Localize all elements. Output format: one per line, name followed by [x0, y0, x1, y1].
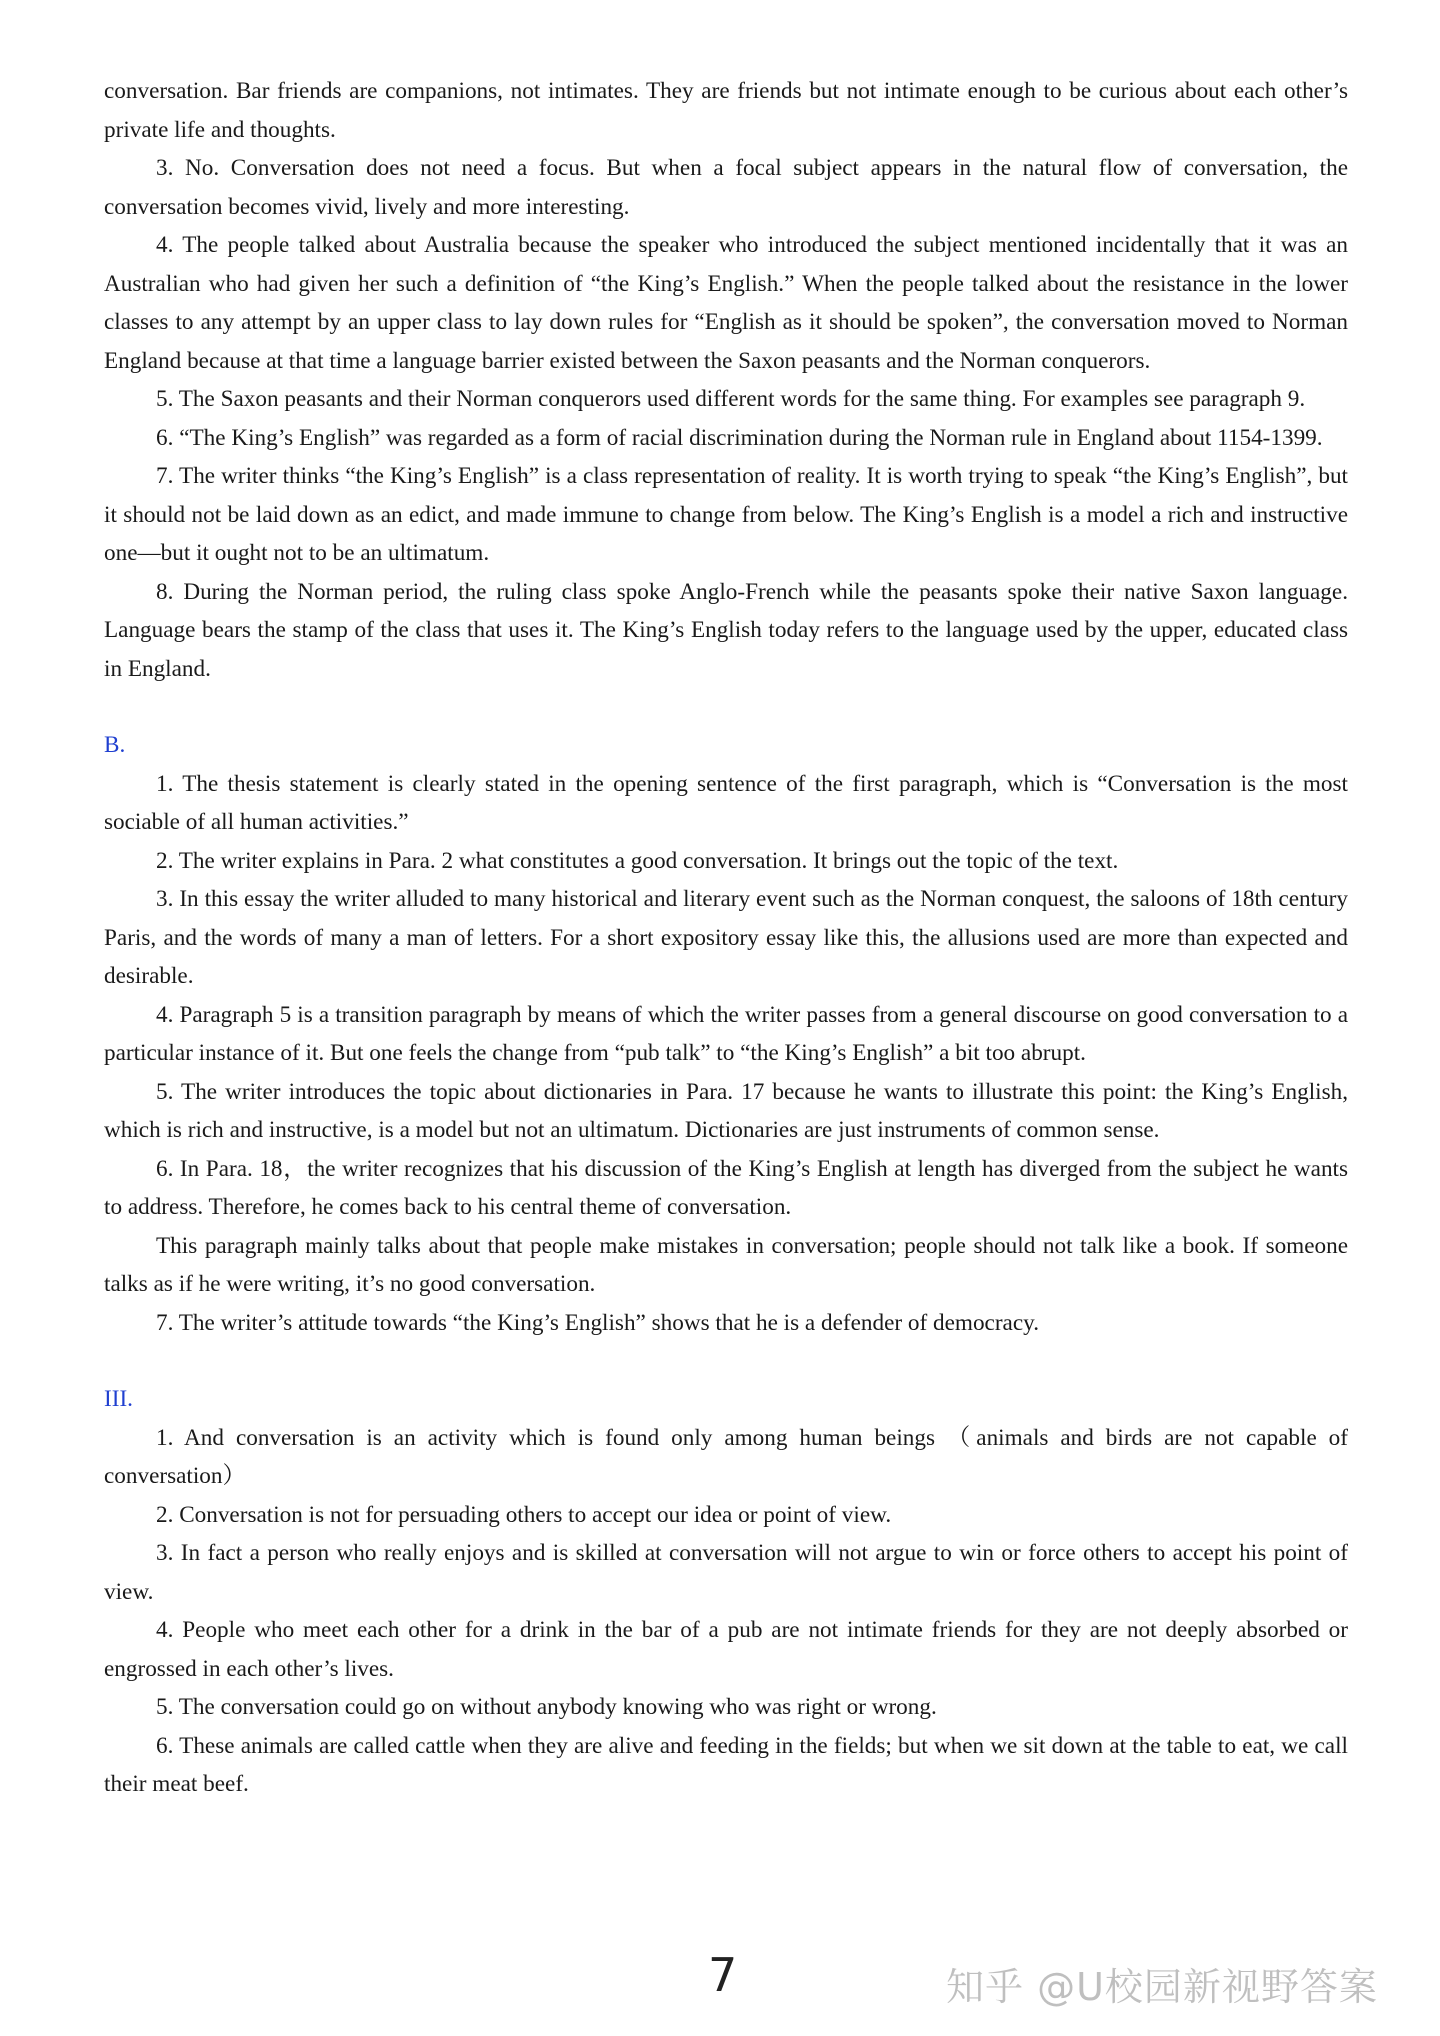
answer-item: 7. The writer’s attitude towards “the King’s English” shows that he is a defender of democracy.	[156, 1309, 1040, 1336]
section-heading-iii: III.	[104, 1386, 133, 1412]
answer-item: 4. Paragraph 5 is a transition paragraph by means of which the writer passes from a general discourse on good conversation to a particular instance of it. But one feels the change from “pub talk” to “the King’s English” a bit too abrupt.	[104, 1001, 1348, 1066]
answer-item: This paragraph mainly talks about that people make mistakes in conversation; people should not talk like a book. If someone talks as if he were writing, it’s no good conversation.	[104, 1232, 1348, 1297]
answer-item: 8. During the Norman period, the ruling class spoke Anglo-French while the peasants spoke their native Saxon language. Language bears the stamp of the class that uses it. The King’s English today refers to the language used by the upper, educated class in England.	[104, 578, 1348, 682]
answer-item: 2. The writer explains in Para. 2 what constitutes a good conversation. It brings out the topic of the text.	[156, 847, 1119, 874]
section-heading-b: B.	[104, 732, 126, 758]
answer-item: 4. People who meet each other for a drink in the bar of a pub are not intimate friends for they are not deeply absorbed or engrossed in each other’s lives.	[104, 1617, 1348, 1682]
answer-item: 5. The conversation could go on without anybody knowing who was right or wrong.	[156, 1694, 937, 1720]
answer-item: 6. These animals are called cattle when they are alive and feeding in the fields; but when we sit down at the table to eat, we call their meat beef.	[104, 1732, 1348, 1797]
answer-item: 2. Conversation is not for persuading others to accept our idea or point of view.	[156, 1501, 892, 1528]
answer-item: 4. The people talked about Australia because the speaker who introduced the subject mentioned incidentally that it was an Australian who had given her such a definition of “the King’s English.” When the people talked about the resistance in the lower classes to any attempt by an upper class to lay down rules for “English as it should be spoken”, the conversation moved to Norman England because at that time a language barrier existed between the Saxon peasants and the Norman conquerors.	[104, 232, 1348, 374]
page-number: 7	[708, 1948, 738, 2002]
answer-item: 6. In Para. 18，the writer recognizes that his discussion of the King’s English at length has diverged from the subject he wants to address. Therefore, he comes back to his central theme of conversation.	[104, 1155, 1348, 1220]
document-body	[104, 72, 1348, 1804]
paragraph: conversation. Bar friends are companions, not intimates. They are friends but not intimate enough to be curious about each other’s private life and thoughts.	[104, 78, 1348, 143]
answer-item: 3. No. Conversation does not need a focus. But when a focal subject appears in the natural flow of conversation, the conversation becomes vivid, lively and more interesting.	[104, 155, 1348, 220]
watermark: 知乎 @U校园新视野答案	[946, 1965, 1378, 2009]
answer-item: 6. “The King’s English” was regarded as a form of racial discrimination during the Norman rule in England about 1154-1399.	[156, 424, 1323, 451]
answer-item: 3. In this essay the writer alluded to many historical and literary event such as the Norman conquest, the saloons of 18th century Paris, and the words of many a man of letters. For a short expository essay like this, the allusions used are more than expected and desirable.	[104, 886, 1348, 989]
answer-item: 5. The Saxon peasants and their Norman conquerors used different words for the same thing. For examples see paragraph 9.	[156, 386, 1306, 412]
answer-item: 1. And conversation is an activity which is found only among human beings （animals and birds are not capable of conversation）	[104, 1424, 1348, 1489]
answer-item: 3. In fact a person who really enjoys and is skilled at conversation will not argue to win or force others to accept his point of view.	[104, 1540, 1348, 1605]
answer-item: 7. The writer thinks “the King’s English” is a class representation of reality. It is worth trying to speak “the King’s English”, but it should not be laid down as an edict, and made immune to change from below. The King’s English is a model a rich and instructive one—but it ought not to be an ultimatum.	[104, 463, 1348, 566]
answer-item: 1. The thesis statement is clearly stated in the opening sentence of the first paragraph, which is “Conversation is the most sociable of all human activities.”	[104, 770, 1348, 835]
answer-item: 5. The writer introduces the topic about dictionaries in Para. 17 because he wants to illustrate this point: the King’s English, which is rich and instructive, is a model but not an ultimatum. Dictionaries are just instruments of common sense.	[104, 1078, 1348, 1143]
